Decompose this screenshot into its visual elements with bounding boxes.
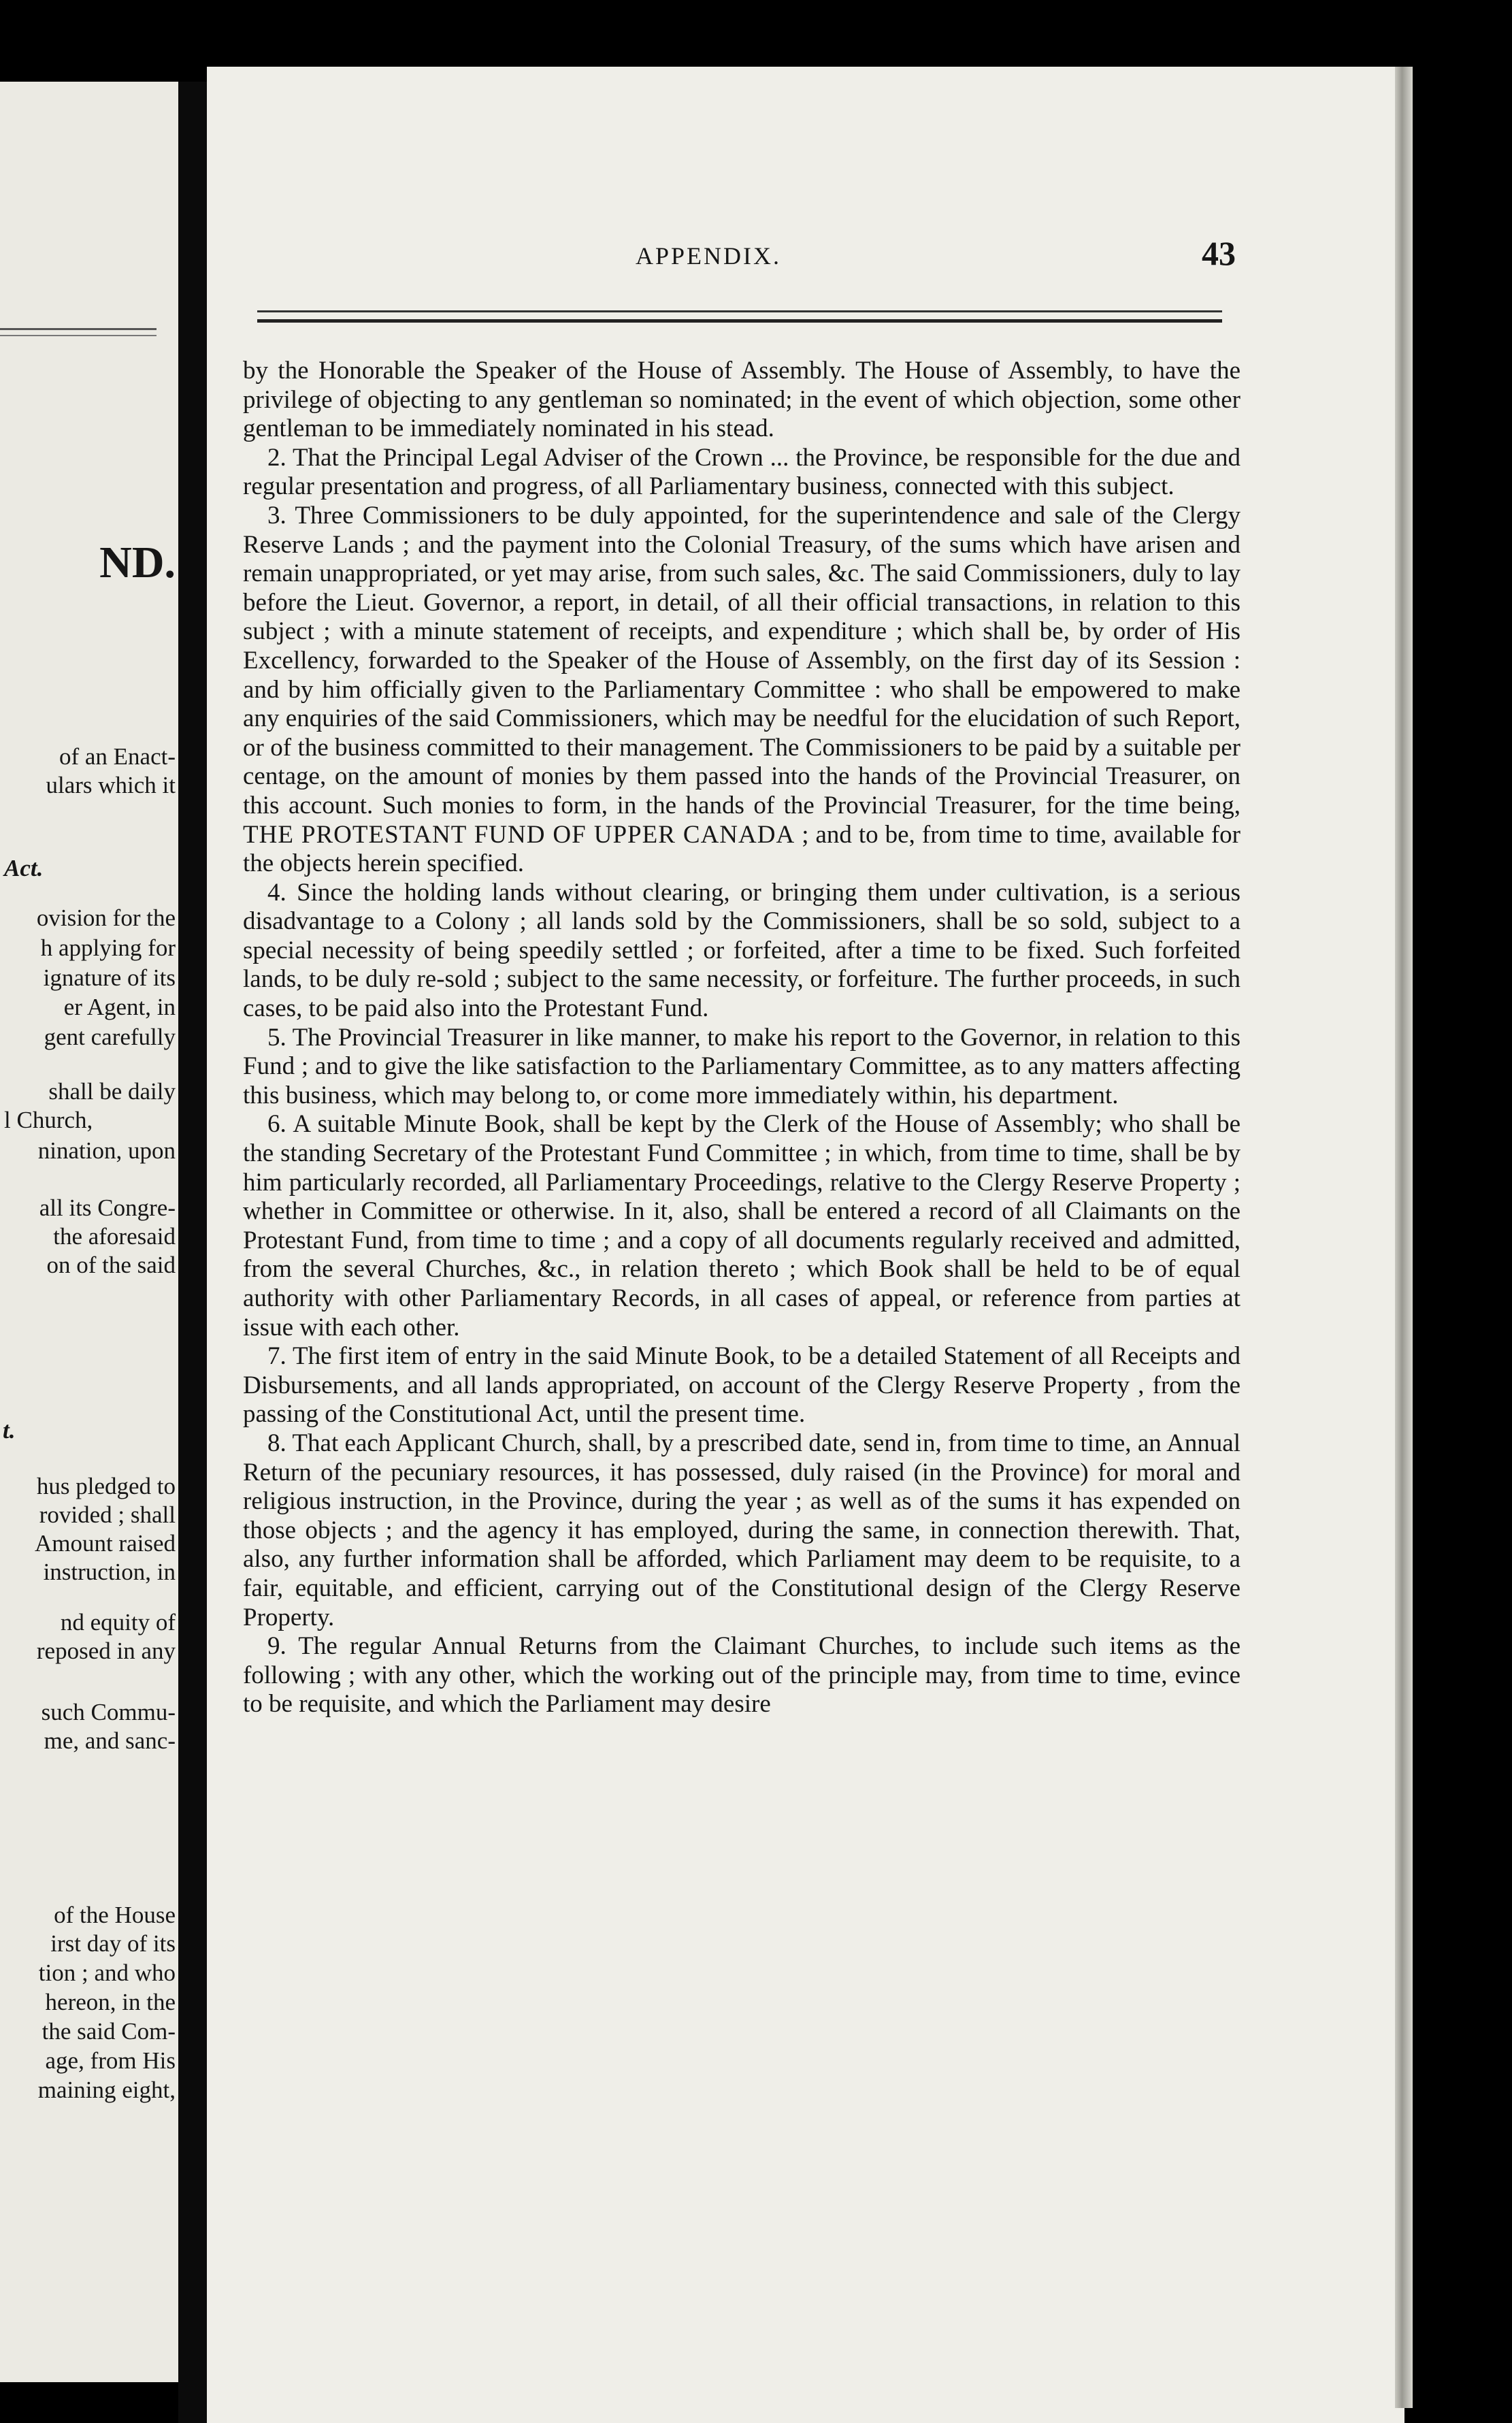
left-page-fragment: ignature of its bbox=[43, 964, 176, 991]
left-page-fragment: the said Com- bbox=[42, 2018, 176, 2045]
left-page-fragment: Act. bbox=[4, 855, 44, 881]
page-title: APPENDIX. bbox=[636, 242, 782, 270]
fund-name: THE PROTESTANT FUND OF UPPER CANADA bbox=[243, 820, 795, 849]
main-text bbox=[243, 357, 1240, 1719]
left-page-fragment: ovision for the bbox=[36, 905, 176, 931]
paragraph-text: 3. Three Commissioners to be duly appointed, for the superintendence and sale of the Clergy Reserve Lands ; and the payment into the Colonial Treasury, of the sums which have arisen and remain unappropriated, or yet may arise, from such sales, &c. The said Commissioners, duly to lay before the Lieut. Governor, a report, in detail, of all their official transactions, in relation to this subject ; with a minute statement of receipts, and expenditure ; which shall be, by order of His Excellency, forwarded to the Speaker of the House of Assembly, on the first day of its Session : and by him officially given to the Parliamentary Committee : who shall be empowered to make any enquiries of the said Commissioners, which may be needful for the elucidation of such Report, or of the business committed to their management. The Commissioners to be paid by a suitable per centage, on the amount of monies by them passed into the hands of the Provincial Treasurer, on this account. Such monies to form, in the hands of the Provincial Treasurer, for the time being, bbox=[243, 501, 1240, 819]
paragraph: 5. The Provincial Treasurer in like manner, to make his report to the Governor, in relation to this Fund ; and to give the like satisfaction to the Parliamentary Committee, as to any matters affecting this business, which may belong to, or come more immediately within, his department. bbox=[243, 1023, 1240, 1109]
paragraph bbox=[243, 502, 1240, 879]
left-page-fragment: rovided ; shall bbox=[39, 1501, 176, 1528]
paragraph: 4. Since the holding lands without clearing, or bringing them under cultivation, is a serious disadvantage to a Colony ; all lands sold by the Commissioners, shall be so sold, subject to a special necessity of being speedily settled ; or forfeited, after a time to be fixed. Such forfeited lands, to be duly re-sold ; subject to the same necessity, or forfeiture. The further proceeds, in such cases, to be paid also into the Protestant Fund. bbox=[243, 878, 1240, 1023]
left-page-fragment: nd equity of bbox=[60, 1609, 176, 1636]
left-page-rule bbox=[0, 335, 157, 336]
left-page-fragment: maining eight, bbox=[37, 2077, 176, 2103]
left-page-fragment: of an Enact- bbox=[59, 743, 176, 770]
left-page-rule bbox=[0, 328, 157, 330]
left-page-fragment: irst day of its bbox=[50, 1930, 176, 1957]
header-rule bbox=[257, 319, 1222, 323]
left-page-fragment: hus pledged to bbox=[36, 1473, 176, 1499]
paragraph: 7. The first item of entry in the said Minute Book, to be a detailed Statement of all Receipts and Disbursements, and all lands appropriated, on account of the Clergy Reserve Property , from the passing of the Constitutional Act, until the present time. bbox=[243, 1342, 1240, 1429]
left-page-fragment: t. bbox=[3, 1417, 16, 1444]
paragraph: 8. That each Applicant Church, shall, by a prescribed date, send in, from time to time, an Annual Return of the pecuniary resources, it has possessed, duly raised (in the Province) for moral and religious instruction, in the Province, during the year ; as well as of the sums it has expended on those objects ; and the agency it has employed, during the same, in connection therewith. That, also, any further information shall be afforded, which Parliament may deem to be requisite, to a fair, equitable, and efficient, carrying out of the Constitutional design of the Clergy Reserve Property. bbox=[243, 1429, 1240, 1631]
header-rule bbox=[257, 310, 1222, 312]
book-gutter bbox=[178, 82, 207, 2423]
page-edge bbox=[1395, 67, 1413, 2408]
paragraph: 2. That the Principal Legal Adviser of the Crown ... the Province, be responsible for the due and regular presentation and progress, of all Parliamentary business, connected with this subject. bbox=[243, 443, 1240, 501]
left-page-fragment: l Church, bbox=[4, 1107, 93, 1133]
left-page bbox=[0, 82, 178, 2382]
page-header bbox=[207, 234, 1268, 282]
left-page-fragment: reposed in any bbox=[36, 1638, 176, 1664]
left-page-fragment: ulars which it bbox=[46, 772, 176, 798]
paragraph-text: ; and to be, from time to time, available for the objects herein specified. bbox=[243, 820, 1240, 878]
page-number: 43 bbox=[1202, 234, 1236, 272]
left-page-fragment: on of the said bbox=[46, 1252, 176, 1278]
left-page-fragment: age, from His bbox=[45, 2047, 176, 2074]
paragraph: 6. A suitable Minute Book, shall be kept by the Clerk of the House of Assembly; who shall be the standing Secretary of the Protestant Fund Committee ; in which, from time to time, shall be by him particularly recorded, all Parliamentary Proceedings, relative to the Clergy Reserve Property ; whether in Committee or otherwise. In it, also, shall be entered a record of all Claimants on the Protestant Fund, from time to time ; and a copy of all documents regularly received and admitted, from the several Churches, &c., in relation thereto ; which Book shall be held to be of equal authority with other Parliamentary Records, in all cases of appeal, or reference from parties at issue with each other. bbox=[243, 1110, 1240, 1341]
left-page-fragment: gent carefully bbox=[44, 1024, 176, 1050]
left-page-fragment: such Commu- bbox=[41, 1699, 176, 1725]
left-page-fragment: nination, upon bbox=[37, 1137, 176, 1164]
paragraph: by the Honorable the Speaker of the House of Assembly. The House of Assembly, to have the privilege of objecting to any gentleman so nominated; in the event of which objection, some other gentleman to be immediately nominated in his stead. bbox=[243, 357, 1240, 443]
left-page-fragment: er Agent, in bbox=[63, 994, 176, 1020]
left-page-fragment: all its Congre- bbox=[39, 1194, 176, 1221]
left-page-fragment: of the House bbox=[54, 1902, 176, 1928]
left-page-fragment: the aforesaid bbox=[53, 1223, 176, 1250]
left-page-fragment: tion ; and who bbox=[38, 1959, 176, 1986]
left-page-fragment: ND. bbox=[99, 538, 176, 587]
left-page-fragment: me, and sanc- bbox=[44, 1727, 176, 1754]
left-page-fragment: h applying for bbox=[40, 934, 176, 961]
left-page-fragment: instruction, in bbox=[43, 1559, 176, 1585]
left-page-fragment: hereon, in the bbox=[45, 1989, 176, 2015]
paragraph: 9. The regular Annual Returns from the Claimant Churches, to include such items as the following ; with any other, which the working out of the principle may, from time to time, evince to be requisite, and which the Parliament may desire bbox=[243, 1632, 1240, 1719]
left-page-fragment: shall be daily bbox=[48, 1078, 176, 1105]
left-page-fragment: Amount raised bbox=[34, 1530, 176, 1557]
